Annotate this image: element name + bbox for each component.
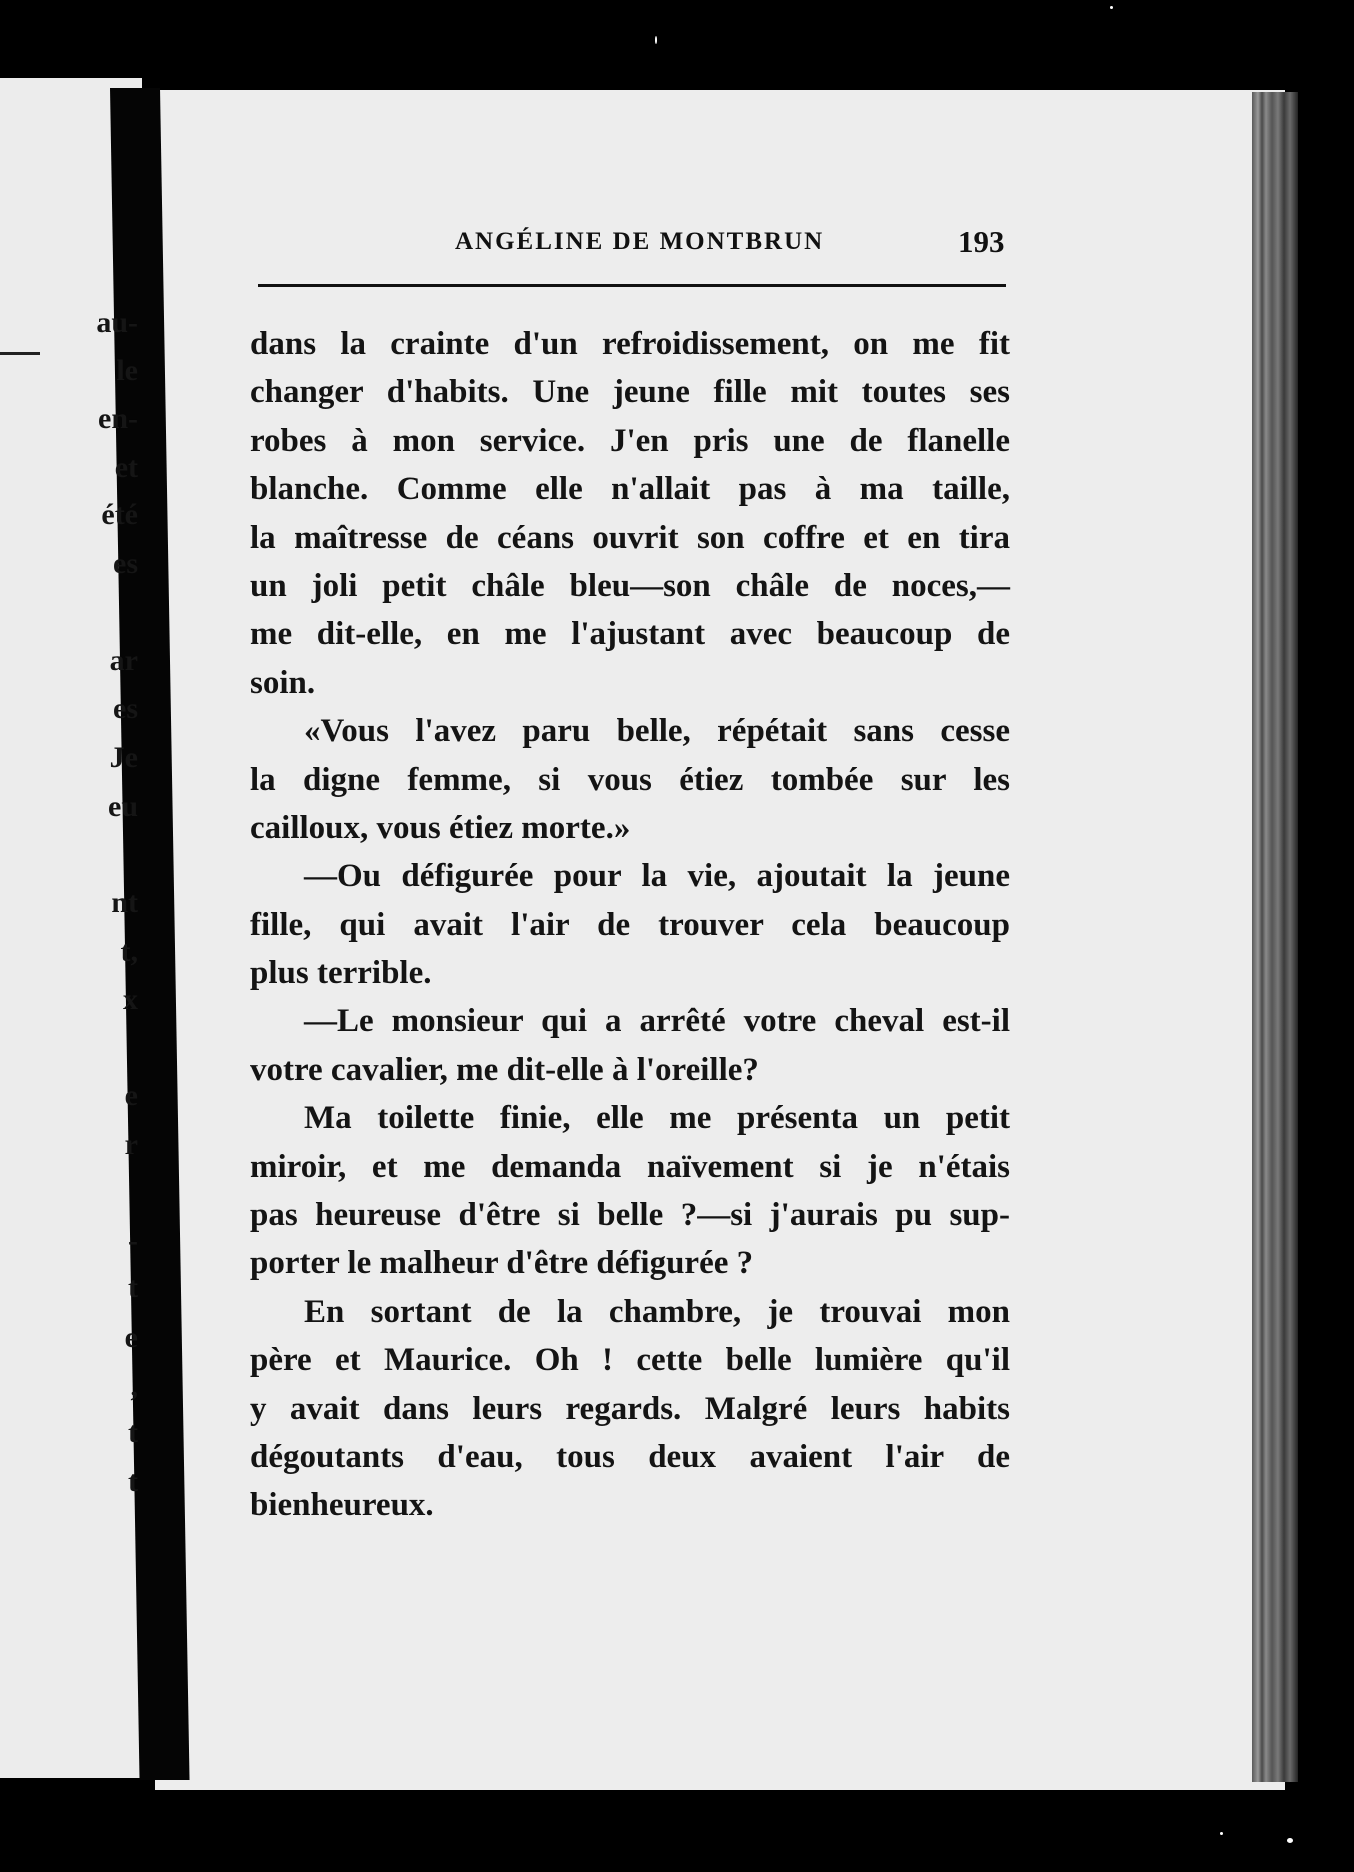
left-page-rule (0, 352, 40, 355)
text-line: un joli petit châle bleu—son châle de noces,— (250, 567, 1010, 604)
text-line: fille, qui avait l'air de trouver cela beaucoup (250, 906, 1010, 943)
text-line: père et Maurice. Oh ! cette belle lumière qu'il (250, 1342, 1010, 1379)
text-line: cailloux, vous étiez morte.» (250, 809, 631, 846)
text-line: bienheureux. (250, 1487, 434, 1524)
text-line: blanche. Comme elle n'allait pas à ma taille, (250, 471, 1010, 508)
text-line: —Ou défigurée pour la vie, ajoutait la jeune (304, 858, 1010, 895)
page-number: 193 (958, 224, 1005, 259)
left-page-fragment-text: , (130, 1370, 138, 1403)
left-page-fragment-text: eu (108, 790, 138, 823)
left-page-fragment-text: t (128, 1416, 138, 1449)
text-line: soin. (250, 664, 316, 701)
text-line: miroir, et me demanda naïvement si je n'étais (250, 1148, 1010, 1185)
left-page-fragment-text: nt (111, 886, 138, 919)
left-page-fragment-text: et (114, 451, 138, 484)
left-page-fragment-text: r (124, 1128, 138, 1161)
text-line: changer d'habits. Une jeune fille mit toutes ses (250, 374, 1010, 411)
left-page-fragment-text: - (128, 1224, 138, 1257)
left-page-fragment-text: t (128, 1271, 138, 1304)
page-edges (1252, 92, 1298, 1782)
text-line: «Vous l'avez paru belle, répétait sans cesse (304, 713, 1010, 750)
left-page-fragment-text: e (124, 1321, 138, 1354)
text-line: porter le malheur d'être défigurée ? (250, 1245, 754, 1282)
text-line: me dit-elle, en me l'ajustant avec beaucoup de (250, 616, 1010, 653)
left-page-fragment-text: e (124, 1079, 138, 1112)
left-page-fragment-text: en- (98, 402, 138, 435)
text-line: —Le monsieur qui a arrêté votre cheval est-il (304, 1003, 1010, 1040)
text-line: dans la crainte d'un refroidissement, on me fit (250, 326, 1010, 362)
left-page-fragment-text: le (116, 354, 138, 387)
body-text (250, 320, 1010, 1530)
text-line: y avait dans leurs regards. Malgré leurs habits (250, 1390, 1010, 1427)
left-page-fragment-text: t, (120, 935, 138, 968)
text-line: En sortant de la chambre, je trouvai mon (304, 1293, 1010, 1330)
text-line: plus terrible. (250, 955, 432, 992)
left-page-fragment-text: t (128, 1465, 138, 1498)
header-rule (258, 284, 1006, 287)
text-line: la maîtresse de céans ouvrit son coffre et en tira (250, 519, 1010, 556)
text-line: pas heureuse d'être si belle ?—si j'aurais pu sup- (250, 1197, 1010, 1234)
left-page-fragment-text: x (123, 983, 138, 1016)
running-head: ANGÉLINE DE MONTBRUN (455, 228, 825, 255)
left-page-fragment-text: été (101, 498, 138, 531)
text-line: robes à mon service. J'en pris une de flanelle (250, 422, 1010, 459)
left-page-fragment-text: es (113, 692, 138, 725)
left-page-fragment-text: au- (96, 306, 138, 339)
text-line: la digne femme, si vous étiez tombée sur les (250, 761, 1010, 798)
left-page-fragment-text: Je (109, 741, 138, 774)
left-page-fragment-text: es (113, 547, 138, 580)
text-line: Ma toilette finie, elle me présenta un petit (304, 1100, 1010, 1137)
left-page-fragment-text: ar (109, 644, 138, 677)
text-line: votre cavalier, me dit-elle à l'oreille? (250, 1051, 759, 1088)
text-line: dégoutants d'eau, tous deux avaient l'air de (250, 1438, 1010, 1475)
